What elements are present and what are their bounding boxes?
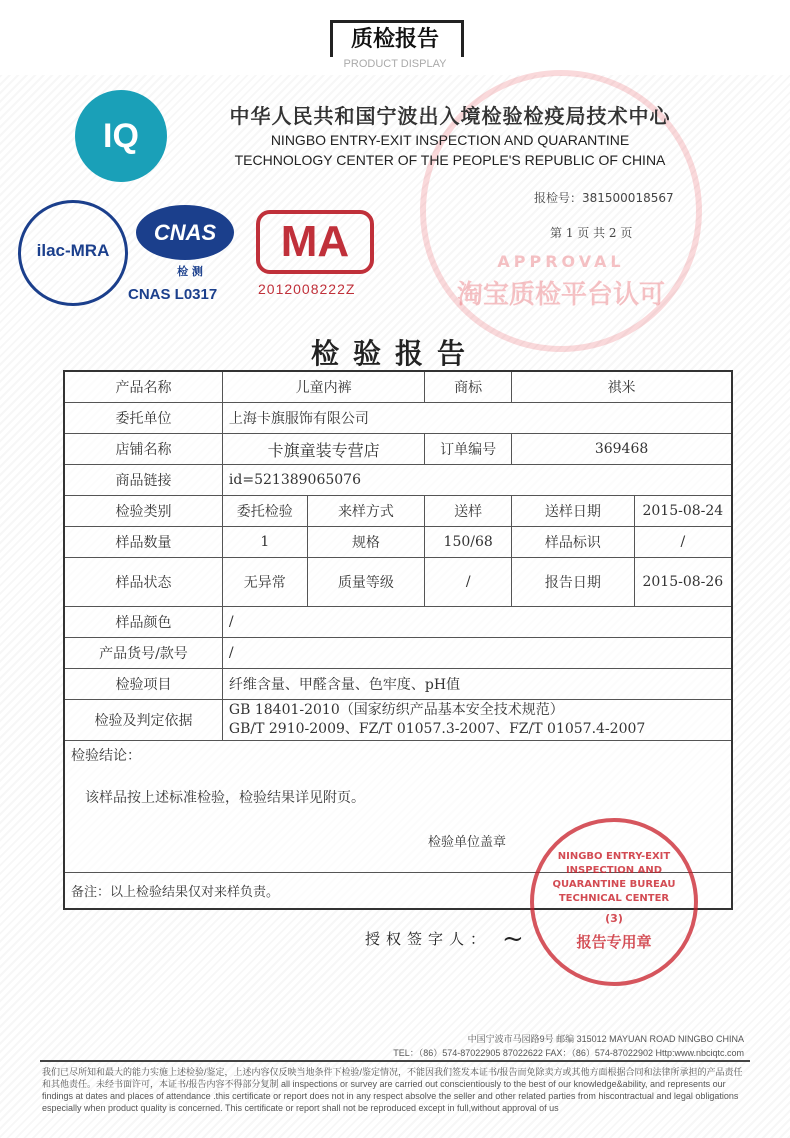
org-name-en-1: NINGBO ENTRY-EXIT INSPECTION AND QUARANTINE <box>270 132 630 148</box>
value: / <box>222 638 732 669</box>
cma-number: 2012008222Z <box>258 281 356 297</box>
table-row <box>64 465 732 496</box>
table-row <box>64 496 732 527</box>
signature: ~ <box>502 924 524 954</box>
basis-line-1: GB 18401-2010（国家纺织产品基本安全技术规范） <box>228 702 564 718</box>
value: 祺米 <box>512 371 732 403</box>
cnas-logo: CNAS <box>136 205 234 260</box>
label: 产品名称 <box>64 371 222 403</box>
label: 报告日期 <box>512 558 635 607</box>
label: 样品状态 <box>64 558 222 607</box>
label: 质量等级 <box>307 558 425 607</box>
value: 委托检验 <box>222 496 307 527</box>
label: 店铺名称 <box>64 434 222 465</box>
report-title: 检验报告 <box>310 337 479 370</box>
value: id=521389065076 <box>222 465 732 496</box>
iq-logo: IQ <box>75 90 167 182</box>
label: 样品数量 <box>64 527 222 558</box>
cnas-number: CNAS L0317 <box>128 286 218 303</box>
remark: 备注：以上检验结果仅对来样负责。 <box>64 873 732 909</box>
footer-contact: TEL：（86）574-87022905 87022622 FAX：（86）574-87022902 Http:www.nbciqtc.com <box>393 1048 744 1058</box>
value: 卡旗童装专营店 <box>222 434 424 465</box>
approval-watermark-en: APPROVAL <box>497 252 625 271</box>
approval-watermark-text: 淘宝质检平台认可 <box>456 280 665 310</box>
value: / <box>222 607 732 638</box>
label: 订单编号 <box>425 434 512 465</box>
label: 委托单位 <box>64 403 222 434</box>
table-row <box>64 638 732 669</box>
conclusion-text: 该样品按上述标准检验，检验结果详见附页。 <box>85 790 365 806</box>
header-subtitle: PRODUCT DISPLAY <box>343 58 447 70</box>
value: 上海卡旗服饰有限公司 <box>222 403 732 434</box>
conclusion-label: 检验结论： <box>71 748 141 764</box>
table-row <box>64 558 732 607</box>
label: 商标 <box>425 371 512 403</box>
value: 2015-08-24 <box>634 496 732 527</box>
footer-divider <box>40 1060 750 1062</box>
table-row <box>64 669 732 700</box>
report-number: 报检号：381500018567 <box>534 191 674 205</box>
value: / <box>634 527 732 558</box>
label: 送样日期 <box>512 496 635 527</box>
footer-disclaimer: 我们已尽所知和最大的能力实施上述检验/鉴定，上述内容仅反映当地条件下检验/鉴定情况，不能因我们签发本证书/报告而免除卖方或其他方面根据合同和法律所承担的产品责任和其他责任。未经书面许可，本证书/报告内容不得部分复制 all inspections or survey are carried out conscientiously to the best of our knowledge&ability, and represents our findings at dates and places of attendance .this certificate or report does not in any respect absolve the seller and other related parties from hiscontractual and legal obligations especially when product quality is concerned. This certificate or report shall not be reproduced except in full,without approval of us <box>42 1067 743 1113</box>
label: 商品链接 <box>64 465 222 496</box>
label: 检验项目 <box>64 669 222 700</box>
table-row <box>64 371 732 403</box>
seal-label: 检验单位盖章 <box>427 835 506 850</box>
official-stamp: NINGBO ENTRY-EXIT INSPECTION AND QUARANTINE BUREAU TECHNICAL CENTER (3) 报告专用章 <box>530 818 698 986</box>
page-indicator: 第 1 页 共 2 页 <box>550 226 633 240</box>
header-title: 质检报告 <box>350 27 439 52</box>
table-row <box>64 527 732 558</box>
label: 产品货号/款号 <box>64 638 222 669</box>
value: 送样 <box>425 496 512 527</box>
signer-label: 授权签字人： <box>365 930 492 948</box>
ilac-logo: ilac-MRA <box>18 200 128 306</box>
table-row <box>64 403 732 434</box>
cnas-sub: 检 测 <box>177 265 203 278</box>
label: 检验类别 <box>64 496 222 527</box>
label: 规格 <box>307 527 425 558</box>
value: 纤维含量、甲醛含量、色牢度、pH值 <box>222 669 732 700</box>
label: 样品颜色 <box>64 607 222 638</box>
value: 1 <box>222 527 307 558</box>
cma-logo: MA <box>256 210 374 274</box>
basis-line-2: GB/T 2910-2009、FZ/T 01057.3-2007、FZ/T 01057.4-2007 <box>228 721 646 737</box>
org-name-cn: 中华人民共和国宁波出入境检验检疫局技术中心 <box>229 104 671 128</box>
footer-address: 中国宁波市马园路9号 邮编 315012 MAYUAN ROAD NINGBO CHINA <box>467 1034 744 1044</box>
value: 150/68 <box>425 527 512 558</box>
label: 检验及判定依据 <box>64 700 222 741</box>
value: 2015-08-26 <box>634 558 732 607</box>
table-row <box>64 434 732 465</box>
table-row <box>64 700 732 741</box>
value: 369468 <box>512 434 732 465</box>
label: 样品标识 <box>512 527 635 558</box>
value: 儿童内裤 <box>222 371 424 403</box>
value: 无异常 <box>222 558 307 607</box>
table-row <box>64 607 732 638</box>
value: / <box>425 558 512 607</box>
org-name-en-2: TECHNOLOGY CENTER OF THE PEOPLE'S REPUBLIC OF CHINA <box>234 152 666 168</box>
label: 来样方式 <box>307 496 425 527</box>
